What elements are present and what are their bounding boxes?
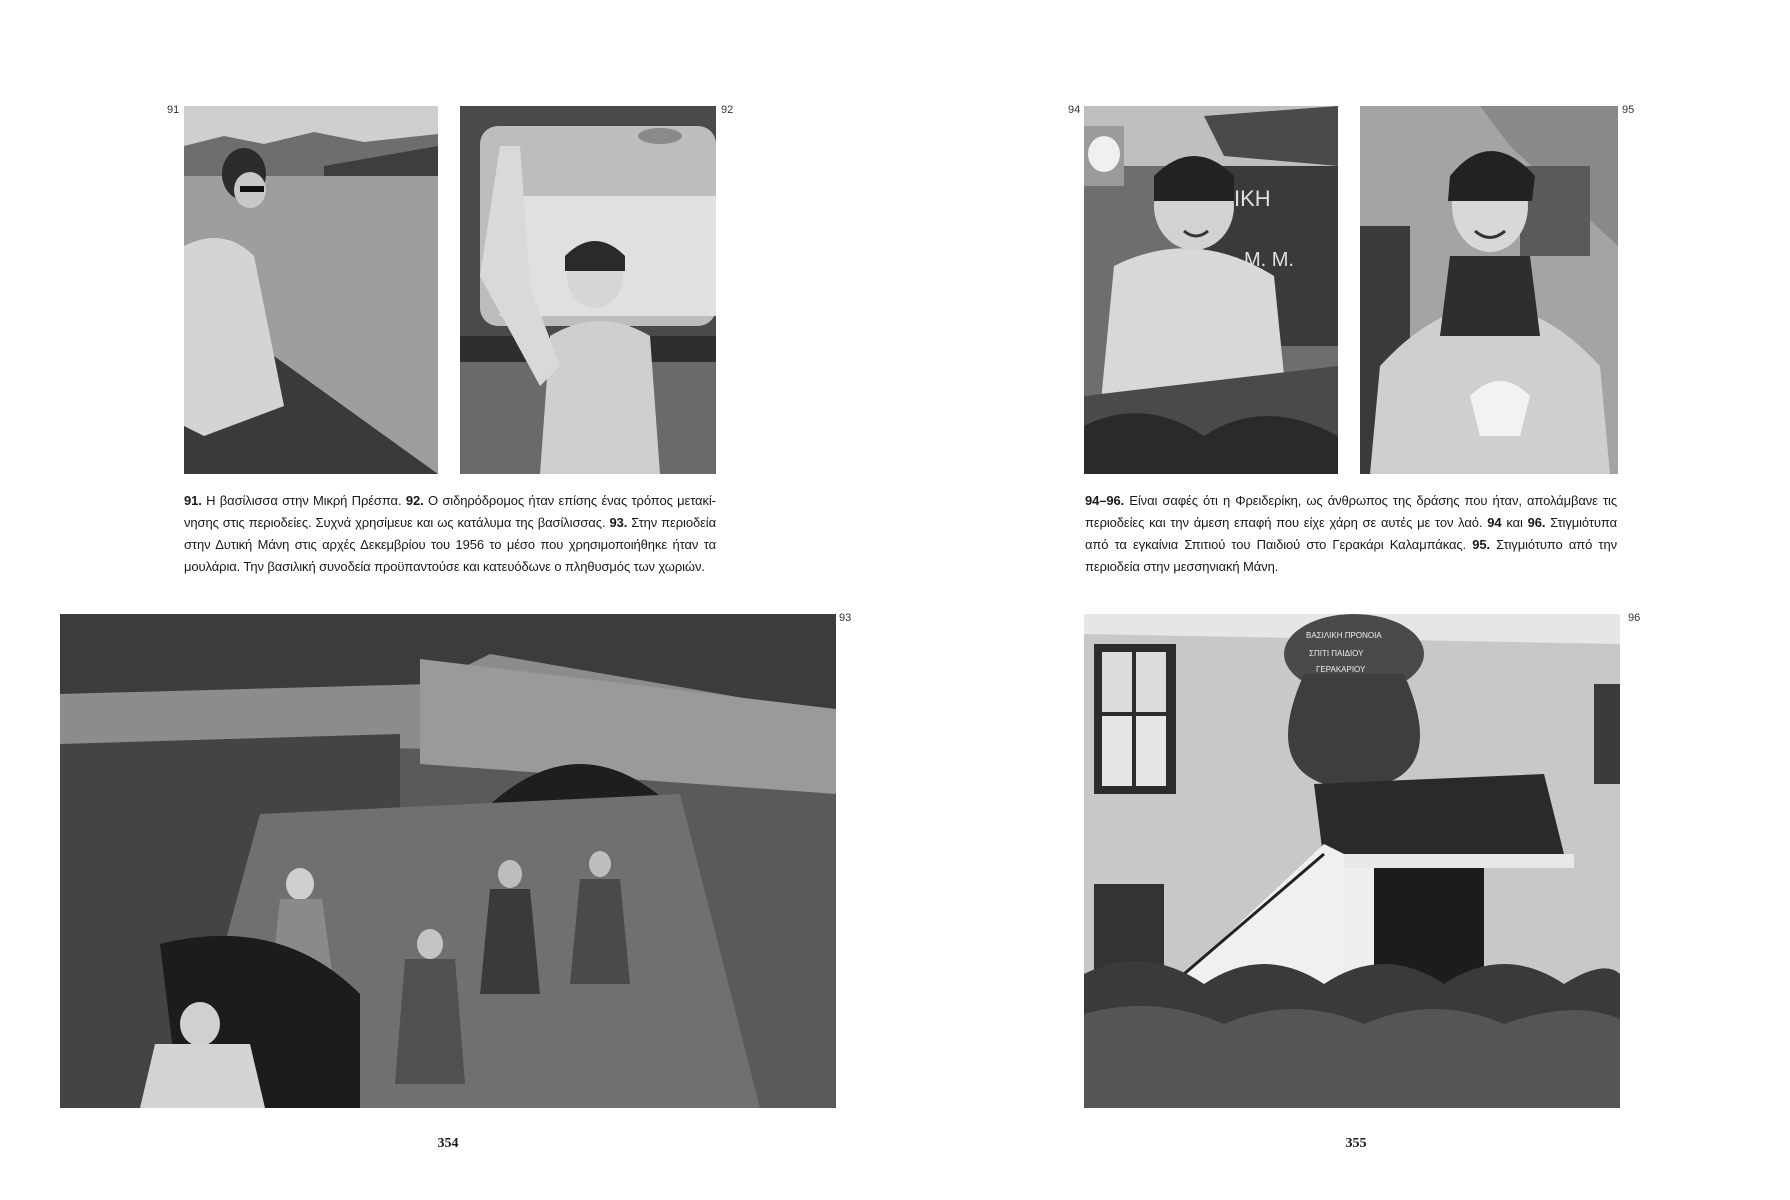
photo-number-93: 93 [839, 612, 852, 624]
right-caption-run: Στιγμιότυπο από την περιοδεία στην μεσσηνιακή Μάνη. [1085, 537, 1617, 574]
photo-number-91: 91 [167, 104, 180, 116]
right-caption-text [1085, 493, 1617, 574]
photo-number-96: 96 [1628, 612, 1641, 624]
right-caption-run: 94 [1487, 515, 1502, 530]
left-caption-run: Η βασίλισσα στην Μικρή Πρέσπα. [201, 493, 406, 508]
left-caption [184, 490, 716, 578]
photo-91-queen-in-boat [184, 106, 438, 474]
photo-number-94: 94 [1068, 104, 1081, 116]
svg-text:ΓΕΡΑΚΑΡΙΟΥ: ΓΕΡΑΚΑΡΙΟΥ [1316, 665, 1366, 674]
svg-text:ΙΚΗ: ΙΚΗ [1234, 186, 1271, 211]
svg-text:ΣΠΙΤΙ ΠΑΙΔΙΟΥ: ΣΠΙΤΙ ΠΑΙΔΙΟΥ [1309, 649, 1364, 658]
right-caption-run: και [1501, 515, 1528, 530]
photo-94-queen-laughing-banner [1084, 106, 1338, 474]
right-caption-run: Είναι σαφές ότι η Φρειδερίκη, ως άνθρωπος της δράσης που ήταν, απολάμβανε τις περιοδείες και την άμεση επαφή που είχε χάρη σε αυτές με τον λαό. [1085, 493, 1617, 530]
photo-number-95: 95 [1622, 104, 1635, 116]
right-caption-run: 95. [1472, 537, 1490, 552]
photo-92-queen-train-window [460, 106, 716, 474]
left-caption-run: 93. [609, 515, 628, 530]
photo-96-childrens-house-inauguration [1084, 614, 1620, 1108]
left-caption-text [184, 493, 716, 574]
photo-93-procession-bridge [60, 614, 836, 1108]
right-caption-run: 94–96. [1085, 493, 1125, 508]
right-caption-run: 96. [1527, 515, 1546, 530]
right-caption-run: Στιγμιότυπα από τα εγκαίνια Σπιτιού του Παιδιού στο Γερακάρι Καλαμπάκας. [1085, 515, 1617, 552]
page-number-right: 355 [1345, 1136, 1367, 1151]
left-caption-run: 91. [184, 493, 202, 508]
photo-number-92: 92 [721, 104, 734, 116]
svg-text:ΒΑΣΙΛΙΚΗ ΠΡΟΝΟΙΑ: ΒΑΣΙΛΙΚΗ ΠΡΟΝΟΙΑ [1306, 631, 1382, 640]
left-caption-run: Ο σιδηρόδρομος ήταν επίσης ένας τρόπος μετακίνησης στις περιοδείες. Συχνά χρησίμευε και ως κατάλυμα της βασίλισσας. [184, 493, 716, 530]
svg-text:Μ. Μ.: Μ. Μ. [1244, 249, 1294, 271]
left-caption-run: 92. [405, 493, 424, 508]
page-number-left: 354 [437, 1136, 459, 1151]
photo-95-queen-smiling [1360, 106, 1618, 474]
left-caption-run: Στην περιοδεία στην Δυτική Μάνη στις αρχές Δεκεμβρίου του 1956 το μέσο που χρησιμοποιήθηκε ήταν τα μουλάρια. Την βασιλική συνοδεία προϋπαντούσε και κατευόδωνε ο πληθυσμός των χωριών. [184, 515, 716, 574]
right-caption [1085, 490, 1617, 578]
